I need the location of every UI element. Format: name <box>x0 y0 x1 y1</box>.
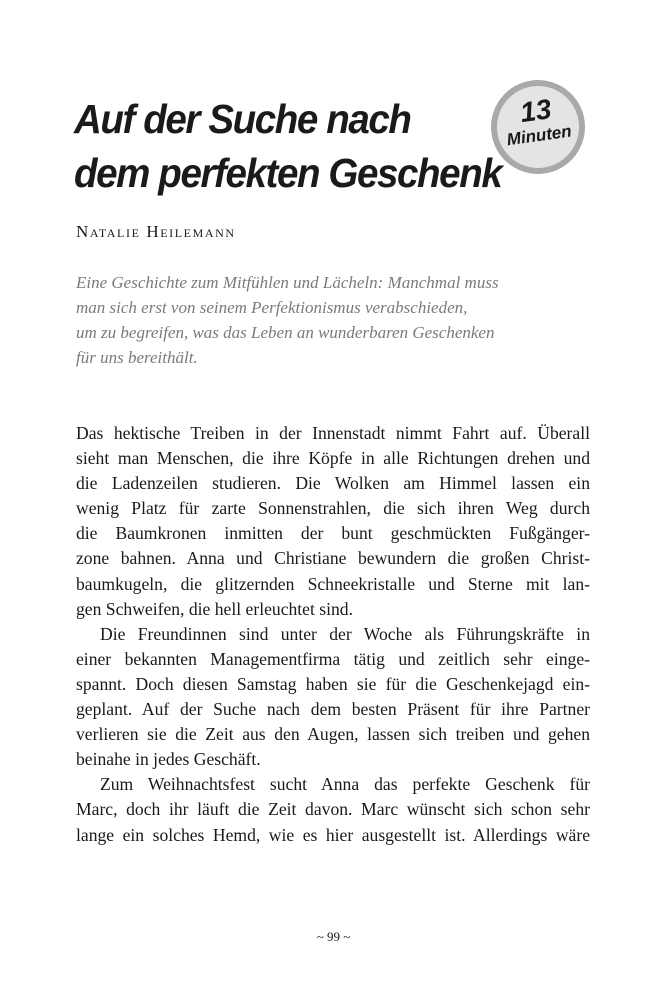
body-line: wenig Platz für zarte Sonnenstrahlen, die sich ihren Weg durch <box>76 498 590 519</box>
story-body <box>76 421 590 848</box>
body-line: beinahe in jedes Geschäft. <box>76 749 261 770</box>
body-line: die Ladenzeilen studieren. Die Wolken am Himmel lassen ein <box>76 473 590 494</box>
teaser-line: man sich erst von seinem Perfektionismus verabschieden, <box>76 298 468 317</box>
body-line: gen Schweifen, die hell erleuchtet sind. <box>76 598 354 619</box>
teaser-line: Eine Geschichte zum Mitfühlen und Lächeln: Manchmal muss <box>76 273 499 292</box>
reading-time-unit: Minuten <box>505 121 573 150</box>
reading-time-number: 13 <box>518 93 554 129</box>
story-title <box>74 92 502 200</box>
body-line: Die Freundinnen sind unter der Woche als Führungskräfte in <box>100 623 590 644</box>
author-name: Natalie Heilemann <box>76 222 236 241</box>
body-line: geplant. Auf der Suche nach dem besten Präsent für ihre Partner <box>76 699 590 720</box>
title-line: dem perfekten Geschenk <box>74 150 502 196</box>
body-line: Das hektische Treiben in der Innenstadt nimmt Fahrt auf. Überall <box>76 423 590 443</box>
body-line: die Baumkronen inmitten der bunt geschmückten Fußgänger- <box>76 523 590 544</box>
body-line: zone bahnen. Anna und Christiane bewundern die großen Christ- <box>76 548 590 569</box>
teaser-line: um zu begreifen, was das Leben an wunderbaren Geschenken <box>76 323 495 342</box>
teaser-line: für uns bereithält. <box>76 348 198 367</box>
title-line: Auf der Suche nach <box>74 96 411 142</box>
body-line: Marc, doch ihr läuft die Zeit davon. Marc wünscht sich schon sehr <box>76 799 590 820</box>
body-line: spannt. Doch diesen Samstag haben sie für die Geschenkejagd ein- <box>76 673 590 694</box>
story-teaser <box>76 270 499 370</box>
body-line: baumkugeln, die glitzernden Schneekristalle und Sterne mit lan- <box>76 573 590 594</box>
body-line: Zum Weihnachtsfest sucht Anna das perfekte Geschenk für <box>100 774 590 795</box>
body-line: einer bekannten Managementfirma tätig und zeitlich sehr einge- <box>76 648 590 669</box>
body-line: verlieren sie die Zeit aus den Augen, lassen sich treiben und gehen <box>76 724 590 745</box>
body-line: sieht man Menschen, die ihre Köpfe in alle Richtungen drehen und <box>76 448 590 469</box>
body-line: lange ein solches Hemd, wie es hier ausgestellt ist. Allerdings wäre <box>76 824 590 845</box>
page-number: ~ 99 ~ <box>316 929 351 944</box>
